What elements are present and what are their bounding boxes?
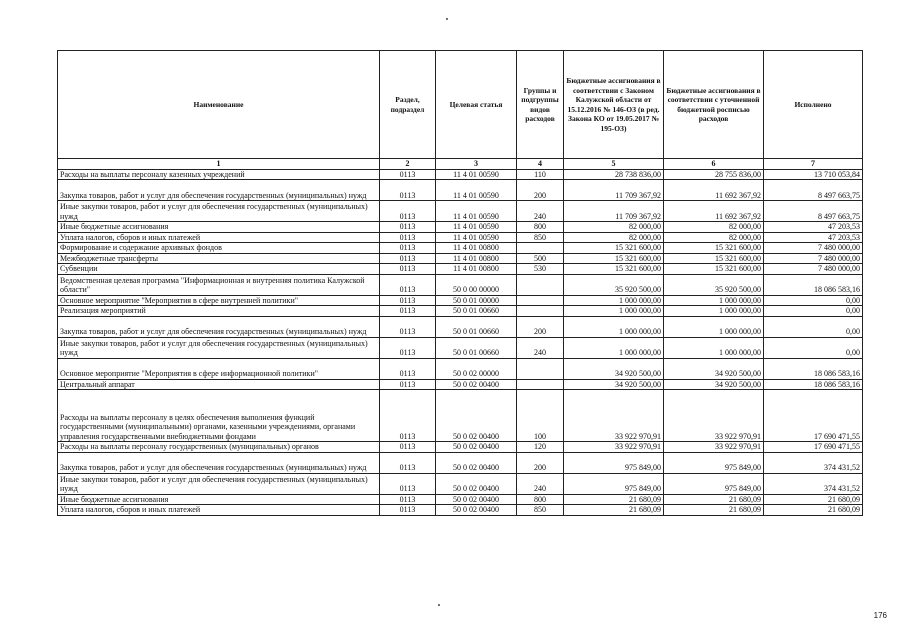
row-expense-group: 850 [517, 232, 564, 243]
row-section: 0113 [380, 253, 436, 264]
table-row [58, 390, 863, 442]
row-target-article: 50 0 01 00660 [436, 337, 517, 358]
row-expense-group [517, 274, 564, 295]
row-budget-refined: 21 680,09 [664, 494, 764, 505]
row-budget-refined: 34 920 500,00 [664, 379, 764, 390]
row-budget-refined: 28 755 836,00 [664, 169, 764, 180]
row-budget-refined: 33 922 970,91 [664, 390, 764, 442]
row-executed: 8 497 663,75 [764, 201, 863, 222]
table-row [58, 452, 863, 473]
row-target-article: 50 0 02 00400 [436, 473, 517, 494]
table-row [58, 473, 863, 494]
page-number: 176 [873, 611, 887, 620]
row-target-article: 11 4 01 00800 [436, 264, 517, 275]
table-row [58, 337, 863, 358]
column-number: 4 [517, 159, 564, 170]
row-budget-refined: 11 692 367,92 [664, 180, 764, 201]
row-section: 0113 [380, 452, 436, 473]
row-name: Центральный аппарат [58, 379, 380, 390]
row-target-article: 50 0 02 00400 [436, 494, 517, 505]
row-name: Субвенции [58, 264, 380, 275]
table-row [58, 253, 863, 264]
row-executed: 17 690 471,55 [764, 442, 863, 453]
column-number: 3 [436, 159, 517, 170]
row-executed: 21 680,09 [764, 505, 863, 516]
row-budget-refined: 15 321 600,00 [664, 243, 764, 254]
table-row [58, 316, 863, 337]
row-name: Реализация мероприятий [58, 306, 380, 317]
row-section: 0113 [380, 337, 436, 358]
table-row [58, 358, 863, 379]
table-row [58, 442, 863, 453]
header-group: Группы и подгруппы видов расходов [517, 51, 564, 159]
table-row [58, 169, 863, 180]
row-expense-group: 850 [517, 505, 564, 516]
row-expense-group: 110 [517, 169, 564, 180]
table-row [58, 306, 863, 317]
row-executed: 18 086 583,16 [764, 379, 863, 390]
row-executed: 13 710 053,84 [764, 169, 863, 180]
row-executed: 7 480 000,00 [764, 243, 863, 254]
row-budget-law: 975 849,00 [564, 452, 664, 473]
header-budget-law: Бюджетные ассигнования в соответствии с Законом Калужской области от 15.12.2016 № 146-ОЗ (в ред. Закона КО от 19.05.2017 № 195-ОЗ) [564, 51, 664, 159]
row-section: 0113 [380, 505, 436, 516]
row-expense-group: 240 [517, 201, 564, 222]
row-budget-refined: 1 000 000,00 [664, 306, 764, 317]
row-name: Иные бюджетные ассигнования [58, 222, 380, 233]
row-budget-law: 15 321 600,00 [564, 264, 664, 275]
row-target-article: 11 4 01 00590 [436, 180, 517, 201]
table-row [58, 379, 863, 390]
row-name: Закупка товаров, работ и услуг для обеспечения государственных (муниципальных) нужд [58, 180, 380, 201]
table-row [58, 505, 863, 516]
row-name: Ведомственная целевая программа "Информационная и внутренняя политика Калужской области" [58, 274, 380, 295]
table-body [58, 169, 863, 515]
row-budget-refined: 15 321 600,00 [664, 253, 764, 264]
row-budget-law: 28 738 836,00 [564, 169, 664, 180]
row-target-article: 50 0 02 00400 [436, 452, 517, 473]
row-section: 0113 [380, 169, 436, 180]
row-expense-group: 530 [517, 264, 564, 275]
table-header-row [58, 51, 863, 159]
row-budget-law: 21 680,09 [564, 505, 664, 516]
row-section: 0113 [380, 264, 436, 275]
row-budget-law: 82 000,00 [564, 232, 664, 243]
table-row [58, 264, 863, 275]
column-number: 6 [664, 159, 764, 170]
row-section: 0113 [380, 358, 436, 379]
row-name: Основное мероприятие "Мероприятия в сфере внутренней политики" [58, 295, 380, 306]
row-budget-law: 975 849,00 [564, 473, 664, 494]
row-target-article: 50 0 01 00660 [436, 306, 517, 317]
row-name: Уплата налогов, сборов и иных платежей [58, 232, 380, 243]
row-executed: 374 431,52 [764, 452, 863, 473]
row-name: Формирование и содержание архивных фондов [58, 243, 380, 254]
row-executed: 21 680,09 [764, 494, 863, 505]
row-name: Иные закупки товаров, работ и услуг для обеспечения государственных (муниципальных) нужд [58, 201, 380, 222]
row-section: 0113 [380, 222, 436, 233]
column-number: 1 [58, 159, 380, 170]
row-name: Расходы на выплаты персоналу в целях обеспечения выполнения функций государственными (муниципальными) органами, казенными учреждениями, органами управления государственными внебюджетными фондами [58, 390, 380, 442]
row-name: Иные закупки товаров, работ и услуг для обеспечения государственных (муниципальных) нужд [58, 473, 380, 494]
row-name: Расходы на выплаты персоналу казенных учреждений [58, 169, 380, 180]
row-name: Иные бюджетные ассигнования [58, 494, 380, 505]
header-section: Раздел, подраздел [380, 51, 436, 159]
row-budget-law: 1 000 000,00 [564, 306, 664, 317]
row-expense-group: 800 [517, 494, 564, 505]
header-budget-refined: Бюджетные ассигнования в соответствии с уточненной бюджетной росписью расходов [664, 51, 764, 159]
row-budget-refined: 82 000,00 [664, 222, 764, 233]
row-budget-law: 1 000 000,00 [564, 316, 664, 337]
row-budget-law: 34 920 500,00 [564, 379, 664, 390]
row-budget-law: 1 000 000,00 [564, 295, 664, 306]
row-name: Уплата налогов, сборов и иных платежей [58, 505, 380, 516]
row-budget-refined: 975 849,00 [664, 452, 764, 473]
header-executed: Исполнено [764, 51, 863, 159]
row-executed: 0,00 [764, 316, 863, 337]
row-section: 0113 [380, 295, 436, 306]
table-row [58, 295, 863, 306]
row-expense-group: 120 [517, 442, 564, 453]
row-budget-law: 15 321 600,00 [564, 243, 664, 254]
table-row [58, 180, 863, 201]
row-budget-law: 1 000 000,00 [564, 337, 664, 358]
row-executed: 8 497 663,75 [764, 180, 863, 201]
row-budget-refined: 33 922 970,91 [664, 442, 764, 453]
row-name: Иные закупки товаров, работ и услуг для обеспечения государственных (муниципальных) нужд [58, 337, 380, 358]
header-target: Целевая статья [436, 51, 517, 159]
scan-speck [446, 18, 448, 20]
table-row [58, 243, 863, 254]
row-expense-group [517, 306, 564, 317]
row-target-article: 50 0 02 00400 [436, 390, 517, 442]
row-section: 0113 [380, 306, 436, 317]
row-target-article: 11 4 01 00590 [436, 222, 517, 233]
row-executed: 7 480 000,00 [764, 264, 863, 275]
column-number-row [58, 159, 863, 170]
row-executed: 17 690 471,55 [764, 390, 863, 442]
row-budget-law: 34 920 500,00 [564, 358, 664, 379]
row-target-article: 50 0 01 00000 [436, 295, 517, 306]
row-section: 0113 [380, 494, 436, 505]
row-budget-law: 35 920 500,00 [564, 274, 664, 295]
table-row [58, 494, 863, 505]
row-budget-refined: 82 000,00 [664, 232, 764, 243]
row-expense-group [517, 295, 564, 306]
row-expense-group: 100 [517, 390, 564, 442]
row-target-article: 11 4 01 00590 [436, 201, 517, 222]
row-target-article: 50 0 02 00000 [436, 358, 517, 379]
column-number: 5 [564, 159, 664, 170]
row-budget-refined: 35 920 500,00 [664, 274, 764, 295]
row-executed: 18 086 583,16 [764, 274, 863, 295]
row-target-article: 50 0 02 00400 [436, 505, 517, 516]
column-number: 7 [764, 159, 863, 170]
row-section: 0113 [380, 201, 436, 222]
row-executed: 18 086 583,16 [764, 358, 863, 379]
row-expense-group: 200 [517, 452, 564, 473]
row-section: 0113 [380, 442, 436, 453]
row-executed: 47 203,53 [764, 232, 863, 243]
row-executed: 7 480 000,00 [764, 253, 863, 264]
row-expense-group: 240 [517, 337, 564, 358]
row-budget-refined: 34 920 500,00 [664, 358, 764, 379]
row-section: 0113 [380, 274, 436, 295]
row-section: 0113 [380, 473, 436, 494]
row-section: 0113 [380, 243, 436, 254]
row-target-article: 11 4 01 00590 [436, 232, 517, 243]
row-target-article: 11 4 01 00800 [436, 253, 517, 264]
row-budget-refined: 1 000 000,00 [664, 316, 764, 337]
scan-speck [438, 604, 440, 606]
row-executed: 47 203,53 [764, 222, 863, 233]
column-number: 2 [380, 159, 436, 170]
row-name: Межбюджетные трансферты [58, 253, 380, 264]
row-budget-law: 82 000,00 [564, 222, 664, 233]
row-expense-group: 500 [517, 253, 564, 264]
row-target-article: 11 4 01 00590 [436, 169, 517, 180]
row-section: 0113 [380, 316, 436, 337]
row-budget-law: 21 680,09 [564, 494, 664, 505]
row-budget-law: 33 922 970,91 [564, 390, 664, 442]
row-budget-refined: 1 000 000,00 [664, 295, 764, 306]
row-section: 0113 [380, 379, 436, 390]
row-expense-group [517, 379, 564, 390]
row-section: 0113 [380, 180, 436, 201]
row-budget-refined: 21 680,09 [664, 505, 764, 516]
row-expense-group: 200 [517, 316, 564, 337]
row-target-article: 50 0 02 00400 [436, 379, 517, 390]
table-row [58, 201, 863, 222]
row-expense-group: 800 [517, 222, 564, 233]
table-row [58, 232, 863, 243]
table-row [58, 274, 863, 295]
row-expense-group: 240 [517, 473, 564, 494]
row-budget-refined: 975 849,00 [664, 473, 764, 494]
row-target-article: 50 0 00 00000 [436, 274, 517, 295]
row-executed: 0,00 [764, 306, 863, 317]
row-name: Закупка товаров, работ и услуг для обеспечения государственных (муниципальных) нужд [58, 452, 380, 473]
row-target-article: 11 4 01 00800 [436, 243, 517, 254]
row-target-article: 50 0 02 00400 [436, 442, 517, 453]
row-section: 0113 [380, 390, 436, 442]
row-executed: 374 431,52 [764, 473, 863, 494]
row-expense-group [517, 243, 564, 254]
row-budget-law: 33 922 970,91 [564, 442, 664, 453]
budget-table [57, 50, 863, 516]
row-name: Расходы на выплаты персоналу государственных (муниципальных) органов [58, 442, 380, 453]
header-name: Наименование [58, 51, 380, 159]
row-executed: 0,00 [764, 295, 863, 306]
row-budget-refined: 1 000 000,00 [664, 337, 764, 358]
row-target-article: 50 0 01 00660 [436, 316, 517, 337]
table-row [58, 222, 863, 233]
row-budget-refined: 15 321 600,00 [664, 264, 764, 275]
row-budget-refined: 11 692 367,92 [664, 201, 764, 222]
row-expense-group: 200 [517, 180, 564, 201]
row-budget-law: 11 709 367,92 [564, 180, 664, 201]
row-budget-law: 15 321 600,00 [564, 253, 664, 264]
row-expense-group [517, 358, 564, 379]
row-name: Основное мероприятие "Мероприятия в сфере информационной политики" [58, 358, 380, 379]
row-budget-law: 11 709 367,92 [564, 201, 664, 222]
row-name: Закупка товаров, работ и услуг для обеспечения государственных (муниципальных) нужд [58, 316, 380, 337]
row-section: 0113 [380, 232, 436, 243]
row-executed: 0,00 [764, 337, 863, 358]
